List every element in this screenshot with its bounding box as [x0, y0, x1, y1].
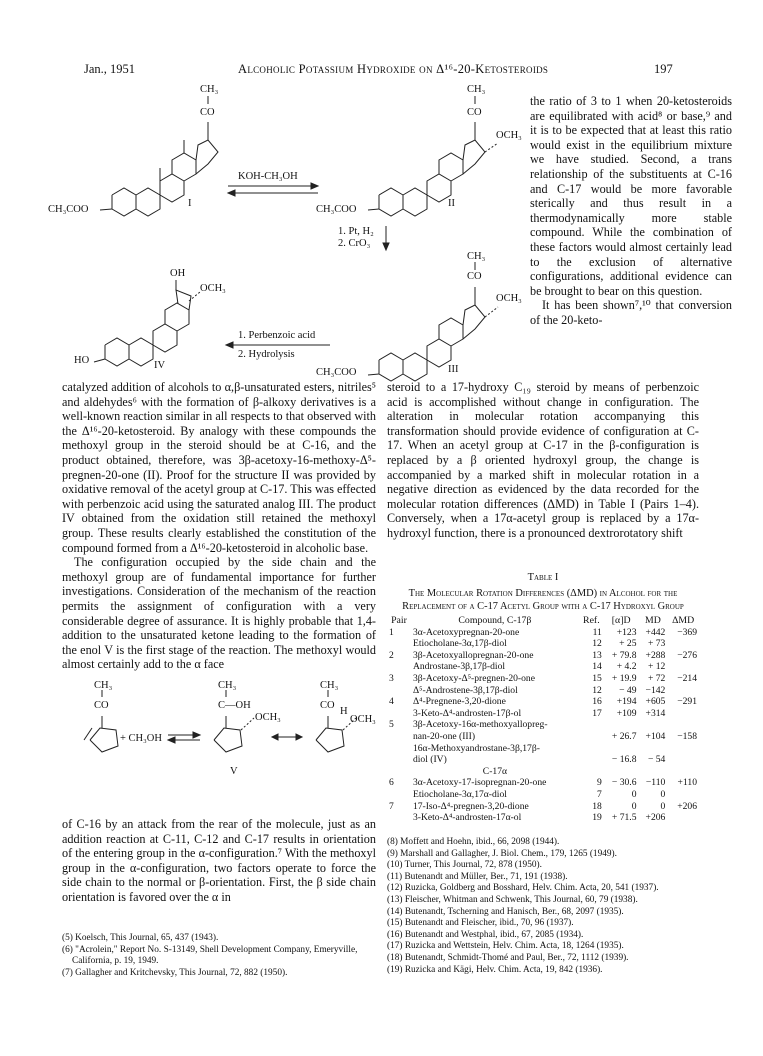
cell-md — [639, 766, 668, 778]
cell-delta-md: −158 — [677, 730, 697, 742]
footnote-5: (5) Koelsch, This Journal, 65, 437 (1943). — [62, 933, 219, 943]
paragraph-configuration: The configuration occupied by the side chain and the methoxyl group are of fundamental importance for further investigations. Consideration of the mechanism of the reaction permits the assignment of configuration with a very considerable degree of assurance. It is highly probable that 1,4-addition to the unsaturated ketone leading to the formation of the enol V is the first stage of the reaction. The methoxyl would almost certainly add to the α face — [62, 555, 376, 672]
col-ref: Ref. — [583, 615, 600, 626]
cell-alpha — [604, 719, 639, 731]
col-compound: Compound, C-17β — [458, 615, 532, 626]
cell-pair — [387, 638, 411, 650]
cell-md: +288 — [645, 649, 666, 661]
table-row — [387, 696, 699, 708]
table-row — [387, 719, 699, 731]
table-row — [387, 638, 699, 650]
label-ch3: CH₃ — [200, 84, 219, 95]
footnote-10: (10) Turner, This Journal, 72, 878 (1950). — [387, 860, 542, 871]
paragraph-addition: catalyzed addition of alcohols to α,β-unsaturated esters, nitriles⁵ and aldehydes⁶ with the formation of β-alkoxy derivatives is a well-known reaction similar in all respects to that observed with the Δ¹⁶-20-ketosteroid. By analogy with these compounds the methoxyl group in the steroid should be at C-16, and the product obtained, therefore, was 3β-acetoxy-16-methoxy-Δ⁵-pregnen-20-one (II). Proof for the structure II was provided by oxidative removal of the acetyl group at C-17. This was effected with perbenzoic acid using the saturated analog III. The product IV obtained from the oxidation still retained the methoxyl group. These results clearly established the constitution of the compound formed from a Δ¹⁶-20-ketosteroid in alcoholic base. — [62, 380, 376, 555]
label-och3-V3: OCH₃ — [350, 714, 376, 725]
cell-alpha — [604, 743, 639, 755]
cell-compound: diol (IV) — [412, 754, 447, 766]
cell-ref: 19 — [592, 812, 602, 824]
cell-ref — [579, 731, 604, 743]
cell-alpha: +109 — [616, 707, 637, 719]
cell-delta-md — [667, 754, 699, 766]
cell-delta-md — [667, 685, 699, 697]
table-row — [387, 766, 699, 778]
label-co-V1: CO — [94, 700, 109, 711]
cell-pair: 4 — [389, 696, 394, 708]
cell-ref: 16 — [592, 696, 602, 708]
table-row — [387, 708, 699, 720]
table-row — [387, 777, 699, 789]
cell-ref: 9 — [597, 777, 602, 789]
label-c-oh-V2: C—OH — [218, 700, 251, 711]
cell-delta-md — [667, 638, 699, 650]
cell-pair: 6 — [389, 777, 394, 789]
compound-number-IV: IV — [154, 360, 166, 371]
label-oh-IV: OH — [170, 268, 186, 279]
cell-md: −110 — [645, 777, 666, 789]
compound-number-III: III — [448, 364, 459, 375]
table-header-row — [387, 615, 699, 627]
cell-alpha: 0 — [631, 800, 637, 812]
cell-ref: 17 — [592, 707, 602, 719]
cell-pair — [387, 743, 411, 755]
cell-md — [639, 743, 668, 755]
table-body — [387, 627, 699, 824]
cell-delta-md — [667, 661, 699, 673]
footnotes-left — [62, 933, 376, 979]
cell-delta-md — [667, 708, 699, 720]
cell-ref — [579, 743, 604, 755]
label-och3-IV: OCH₃ — [200, 283, 226, 294]
table-row — [387, 743, 699, 755]
cell-compound: Etiocholane-3α,17β-diol — [412, 638, 507, 650]
footnotes-right — [387, 837, 699, 976]
cell-md: +206 — [645, 812, 666, 824]
table-row — [387, 650, 699, 662]
label-acetate-II: CH₃COO — [316, 204, 357, 215]
cell-compound: Etiocholane-3α,17α-diol — [412, 788, 507, 800]
page-number: 197 — [654, 62, 673, 76]
cell-pair — [387, 708, 411, 720]
cell-ref: 11 — [592, 626, 602, 638]
table-row — [387, 801, 699, 813]
cell-ref: 13 — [592, 649, 602, 661]
cell-md: − 54 — [647, 754, 666, 766]
cell-pair: 7 — [389, 800, 394, 812]
right-column-top-text — [530, 94, 732, 328]
reagent-step2b: 2. Hydrolysis — [238, 349, 295, 360]
label-ch3oh: + CH₃OH — [120, 733, 162, 744]
cell-ref: 15 — [592, 672, 602, 684]
col-delta-md: ΔMD — [672, 615, 695, 626]
table-row — [387, 627, 699, 639]
cell-compound: nan-20-one (III) — [412, 730, 476, 742]
molecular-rotation-table — [387, 615, 699, 824]
cell-alpha: − 30.6 — [611, 777, 637, 789]
cell-md: + 73 — [647, 638, 666, 650]
label-och3-III: OCH₃ — [496, 293, 522, 304]
cell-pair — [387, 661, 411, 673]
cell-pair: 2 — [389, 649, 394, 661]
footnote-8: (8) Moffett and Hoehn, ibid., 66, 2098 (1944). — [387, 837, 560, 847]
cell-alpha — [604, 766, 639, 778]
cell-delta-md: +206 — [677, 800, 697, 812]
label-co-V3: CO — [320, 700, 335, 711]
label-ch3-V2: CH₃ — [218, 680, 237, 691]
running-header-title: Alcoholic Potassium Hydroxide on Δ¹⁶-20-Ketosteroids — [238, 62, 549, 76]
paragraph-conversion-start: It has been shown⁷,¹⁰ that conversion of the 20-keto- — [530, 298, 732, 327]
cell-pair: 1 — [389, 626, 394, 638]
cell-md: 0 — [660, 788, 666, 800]
left-column-bottom-text — [62, 817, 376, 905]
footnote-14: (14) Butenandt, Tscherning and Hanisch, Ber., 68, 2097 (1935). — [387, 906, 624, 917]
cell-alpha: + 19.9 — [611, 672, 637, 684]
reagent-step1b: 2. CrO₃ — [338, 238, 371, 249]
table-label: Table I — [527, 572, 559, 583]
cell-alpha: + 79.8 — [611, 649, 637, 661]
cell-pair — [387, 685, 411, 697]
footnote-7: (7) Gallagher and Kritchevsky, This Journal, 72, 882 (1950). — [62, 967, 288, 978]
footnote-9: (9) Marshall and Gallagher, J. Biol. Chem., 179, 1265 (1949). — [387, 848, 617, 859]
cell-pair — [387, 789, 411, 801]
paragraph-equilibrium: the ratio of 3 to 1 when 20-ketosteroids are equilibrated with acid⁸ or base,⁹ and it is to be expected that at least this ratio would exist in the equilibrium mixture we have studied. Second, a trans relationship of the substituents at C-16 and C-17 would be more favorable sterically and thus result in a thermodynamically more stable compound. While the combination of these factors would almost certainly lead to the exclusion of alternative configurations, additional evidence can be brought to bear on this question. — [530, 94, 732, 298]
cell-compound: 3-Keto-Δ⁴-androsten-17α-ol — [412, 812, 522, 824]
reagent-step1a: 1. Pt, H₂ — [338, 226, 374, 237]
label-co-II: CO — [467, 107, 482, 118]
cell-delta-md: −369 — [677, 626, 697, 638]
table-row — [387, 754, 699, 766]
cell-ref — [579, 719, 604, 731]
cell-compound: 3-Keto-Δ⁴-androsten-17β-ol — [412, 707, 522, 719]
cell-pair — [387, 812, 411, 824]
cell-delta-md — [667, 719, 699, 731]
cell-alpha: +194 — [616, 696, 637, 708]
footnote-6: (6) "Acrolein," Report No. S-13149, Shell Development Company, Emeryville, California, p. 19, 1949. — [62, 944, 358, 967]
cell-compound: 17-Iso-Δ⁴-pregnen-3,20-dione — [412, 800, 529, 812]
label-och3-II: OCH₃ — [496, 130, 522, 141]
cell-ref: 14 — [592, 661, 602, 673]
cell-compound: Δ⁵-Androstene-3β,17β-diol — [412, 684, 518, 696]
cell-alpha: + 26.7 — [611, 730, 637, 742]
label-acetate-III: CH₃COO — [316, 367, 357, 378]
cell-delta-md — [667, 743, 699, 755]
right-column-text — [387, 380, 699, 541]
cell-compound: 3β-Acetoxyallopregnan-20-one — [412, 649, 534, 661]
cell-pair — [387, 766, 411, 778]
cell-pair — [387, 731, 411, 743]
table-row — [387, 661, 699, 673]
label-ch3-III: CH₃ — [467, 251, 486, 262]
compound-number-II: II — [448, 198, 455, 209]
table-caption: The Molecular Rotation Differences (ΔMD) in Alcohol for the Replacement of a C-17 Acetyl Group with a C-17 Hydroxyl Group — [402, 588, 684, 612]
cell-md: +314 — [645, 707, 666, 719]
cell-ref — [579, 754, 604, 766]
cell-delta-md — [667, 812, 699, 824]
col-alpha: [α]D — [611, 615, 631, 626]
footnote-12: (12) Ruzicka, Goldberg and Bosshard, Helv. Chim. Acta, 20, 541 (1937). — [387, 883, 659, 894]
cell-ref: 18 — [592, 800, 602, 812]
compound-IV-structure — [94, 280, 200, 366]
cell-compound: 16α-Methoxyandrostane-3β,17β- — [412, 742, 540, 754]
label-ho-IV: HO — [74, 355, 90, 366]
cell-pair: 3 — [389, 672, 394, 684]
label-co: CO — [200, 107, 215, 118]
label-ch3-V1: CH₃ — [94, 680, 113, 691]
cell-alpha: − 49 — [619, 684, 637, 696]
cell-md: 0 — [660, 800, 666, 812]
running-header-date: Jan., 1951 — [84, 62, 136, 76]
label-ch3-V3: CH₃ — [320, 680, 339, 691]
left-column-text — [62, 380, 376, 672]
cell-alpha: + 25 — [619, 638, 637, 650]
footnote-11: (11) Butenandt and Müller, Ber., 71, 191 (1938). — [387, 871, 568, 882]
footnote-13: (13) Fleischer, Whitman and Schwenk, This Journal, 60, 79 (1938). — [387, 894, 638, 905]
cell-md: + 12 — [647, 661, 666, 673]
paragraph-c16-attack: of C-16 by an attack from the rear of the molecule, just as an addition reaction at C-11, C-12 and C-17 results in orientation of the entering group in the α-configuration.⁷ With the methoxyl group in the α-configuration, two factors operate to force the side chain to the normal or β-orientation. First, the β side chain orientation is favored over the α in — [62, 817, 376, 904]
cell-alpha: 0 — [631, 788, 637, 800]
cell-delta-md — [667, 789, 699, 801]
footnote-15: (15) Butenandt and Fleischer, ibid., 70, 96 (1937). — [387, 918, 574, 929]
arrows — [226, 183, 389, 348]
cell-compound: 3β-Acetoxy-Δ⁵-pregnen-20-one — [412, 672, 535, 684]
cell-compound: 3α-Acetoxy-17-isopregnan-20-one — [412, 777, 547, 789]
compound-number-V: V — [230, 766, 238, 777]
cell-ref — [579, 766, 604, 778]
cell-ref: 7 — [597, 788, 602, 800]
table-row — [387, 731, 699, 743]
label-h-V3: H — [340, 706, 348, 717]
cell-ref: 12 — [592, 684, 602, 696]
cell-delta-md: −214 — [677, 672, 697, 684]
cell-ref: 12 — [592, 638, 602, 650]
col-md: MD — [645, 615, 661, 626]
table-row — [387, 673, 699, 685]
table-row — [387, 685, 699, 697]
cell-delta-md: −291 — [677, 696, 697, 708]
cell-delta-md: +110 — [677, 777, 697, 789]
table-I — [387, 571, 699, 824]
cell-pair: 5 — [389, 719, 394, 731]
compound-number-I: I — [188, 198, 192, 209]
reagent-koh: KOH-CH₃OH — [238, 171, 298, 182]
label-co-III: CO — [467, 271, 482, 282]
cell-md: −142 — [645, 684, 666, 696]
cell-alpha: + 71.5 — [611, 812, 637, 824]
cell-md: +605 — [645, 696, 666, 708]
cell-md: + 72 — [647, 672, 666, 684]
cell-md: +104 — [645, 730, 666, 742]
cell-alpha: − 16.8 — [611, 754, 637, 766]
cell-md: +442 — [645, 626, 666, 638]
footnote-16: (16) Butenandt and Westphal, ibid., 67, 2085 (1934). — [387, 929, 584, 940]
footnote-18: (18) Butenandt, Schmidt-Thomé and Paul, Ber., 72, 1112 (1939). — [387, 952, 629, 963]
footnote-17: (17) Ruzicka and Wettstein, Helv. Chim. Acta, 18, 1264 (1935). — [387, 941, 624, 952]
cell-compound: 3α-Acetoxypregnan-20-one — [412, 626, 520, 638]
table-row — [387, 789, 699, 801]
label-acetate-I: CH₃COO — [48, 204, 89, 215]
paragraph-perbenzoic: steroid to a 17-hydroxy C₁₉ steroid by means of perbenzoic acid is accomplished without change in configuration. The alteration in molecular rotation accompanying this transformation should provide evidence of configuration at C-17. When an acetyl group at C-17 in the β-configuration is replaced by a β oriented hydroxyl group, the change is accompanied by a marked shift in molecular rotation in a negative direction as evidenced by the data recorded for the molecular rotation differences (ΔMD) in Table I (Pairs 1–4). Conversely, when a 17α-acetyl group is replaced by a 17α-hydroxyl function, there is a pronounced dextrorotatory shift — [387, 380, 699, 540]
cell-md — [639, 719, 668, 731]
cell-pair — [387, 754, 411, 766]
footnote-19: (19) Ruzicka and Kägi, Helv. Chim. Acta, 19, 842 (1936). — [387, 964, 603, 975]
col-pair: Pair — [391, 615, 407, 626]
label-och3-V2: OCH₃ — [255, 712, 281, 723]
cell-compound: Δ⁴-Pregnene-3,20-dione — [412, 696, 506, 708]
reagent-step2a: 1. Perbenzoic acid — [238, 330, 316, 341]
cell-compound: Androstane-3β,17β-diol — [412, 661, 506, 673]
cell-compound: 3β-Acetoxy-16α-methoxyallopreg- — [412, 719, 548, 731]
cell-compound: C-17α — [482, 765, 508, 777]
cell-alpha: +123 — [616, 626, 637, 638]
cell-delta-md — [667, 766, 699, 778]
cell-delta-md: −276 — [677, 649, 697, 661]
cell-alpha: + 4.2 — [616, 661, 637, 673]
table-row — [387, 812, 699, 824]
label-ch3-II: CH₃ — [467, 84, 486, 95]
